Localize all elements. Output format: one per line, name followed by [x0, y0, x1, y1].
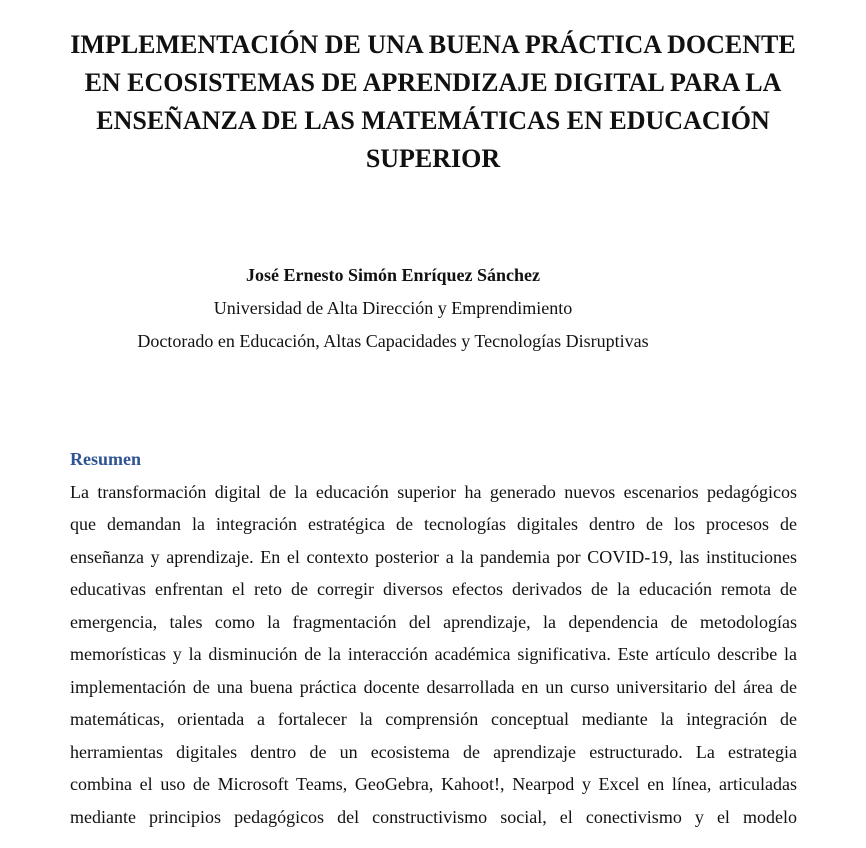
- abstract-section: [70, 443, 797, 833]
- abstract-line: educativas enfrentan el reto de corregir diversos efectos derivados de la educación remota de: [70, 579, 797, 599]
- abstract-line: La transformación digital de la educación superior ha generado nuevos escenarios pedagógicos: [70, 481, 797, 502]
- abstract-line: mediante principios pedagógicos del constructivismo social, el conectivismo y el modelo: [70, 806, 797, 827]
- abstract-line: memorísticas y la disminución de la interacción académica significativa. Este artículo describe la: [70, 644, 797, 664]
- abstract-body: [70, 476, 797, 834]
- abstract-line: que demandan la integración estratégica de tecnologías digitales dentro de los procesos de: [70, 514, 797, 534]
- abstract-line: enseñanza y aprendizaje. En el contexto posterior a la pandemia por COVID-19, las instituciones: [70, 546, 797, 567]
- paper-title-line: IMPLEMENTACIÓN DE UNA BUENA PRÁCTICA DOCENTE: [70, 30, 796, 59]
- author-program: Doctorado en Educación, Altas Capacidades y Tecnologías Disruptivas: [137, 331, 649, 351]
- abstract-line: emergencia, tales como la fragmentación del aprendizaje, la dependencia de metodologías: [70, 611, 797, 632]
- abstract-line: combina el uso de Microsoft Teams, GeoGebra, Kahoot!, Nearpod y Excel en línea, articuladas: [70, 774, 797, 794]
- abstract-line: matemáticas, orientada a fortalecer la comprensión conceptual mediante la integración de: [70, 709, 797, 729]
- paper-title: [0, 0, 866, 178]
- paper-title-line: ENSEÑANZA DE LAS MATEMÁTICAS EN EDUCACIÓN: [96, 106, 770, 135]
- abstract-line: herramientas digitales dentro de un ecosistema de aprendizaje estructurado. La estrategia: [70, 741, 797, 762]
- author-name: José Ernesto Simón Enríquez Sánchez: [245, 265, 540, 285]
- abstract-heading: Resumen: [70, 449, 141, 469]
- paper-title-line: EN ECOSISTEMAS DE APRENDIZAJE DIGITAL PARA LA: [84, 68, 782, 97]
- author-affiliation: Universidad de Alta Dirección y Emprendimiento: [213, 298, 573, 318]
- author-block: [0, 259, 786, 358]
- paper-title-line: SUPERIOR: [365, 144, 501, 173]
- abstract-line: implementación de una buena práctica docente desarrollada en un curso universitario del área de: [70, 676, 797, 697]
